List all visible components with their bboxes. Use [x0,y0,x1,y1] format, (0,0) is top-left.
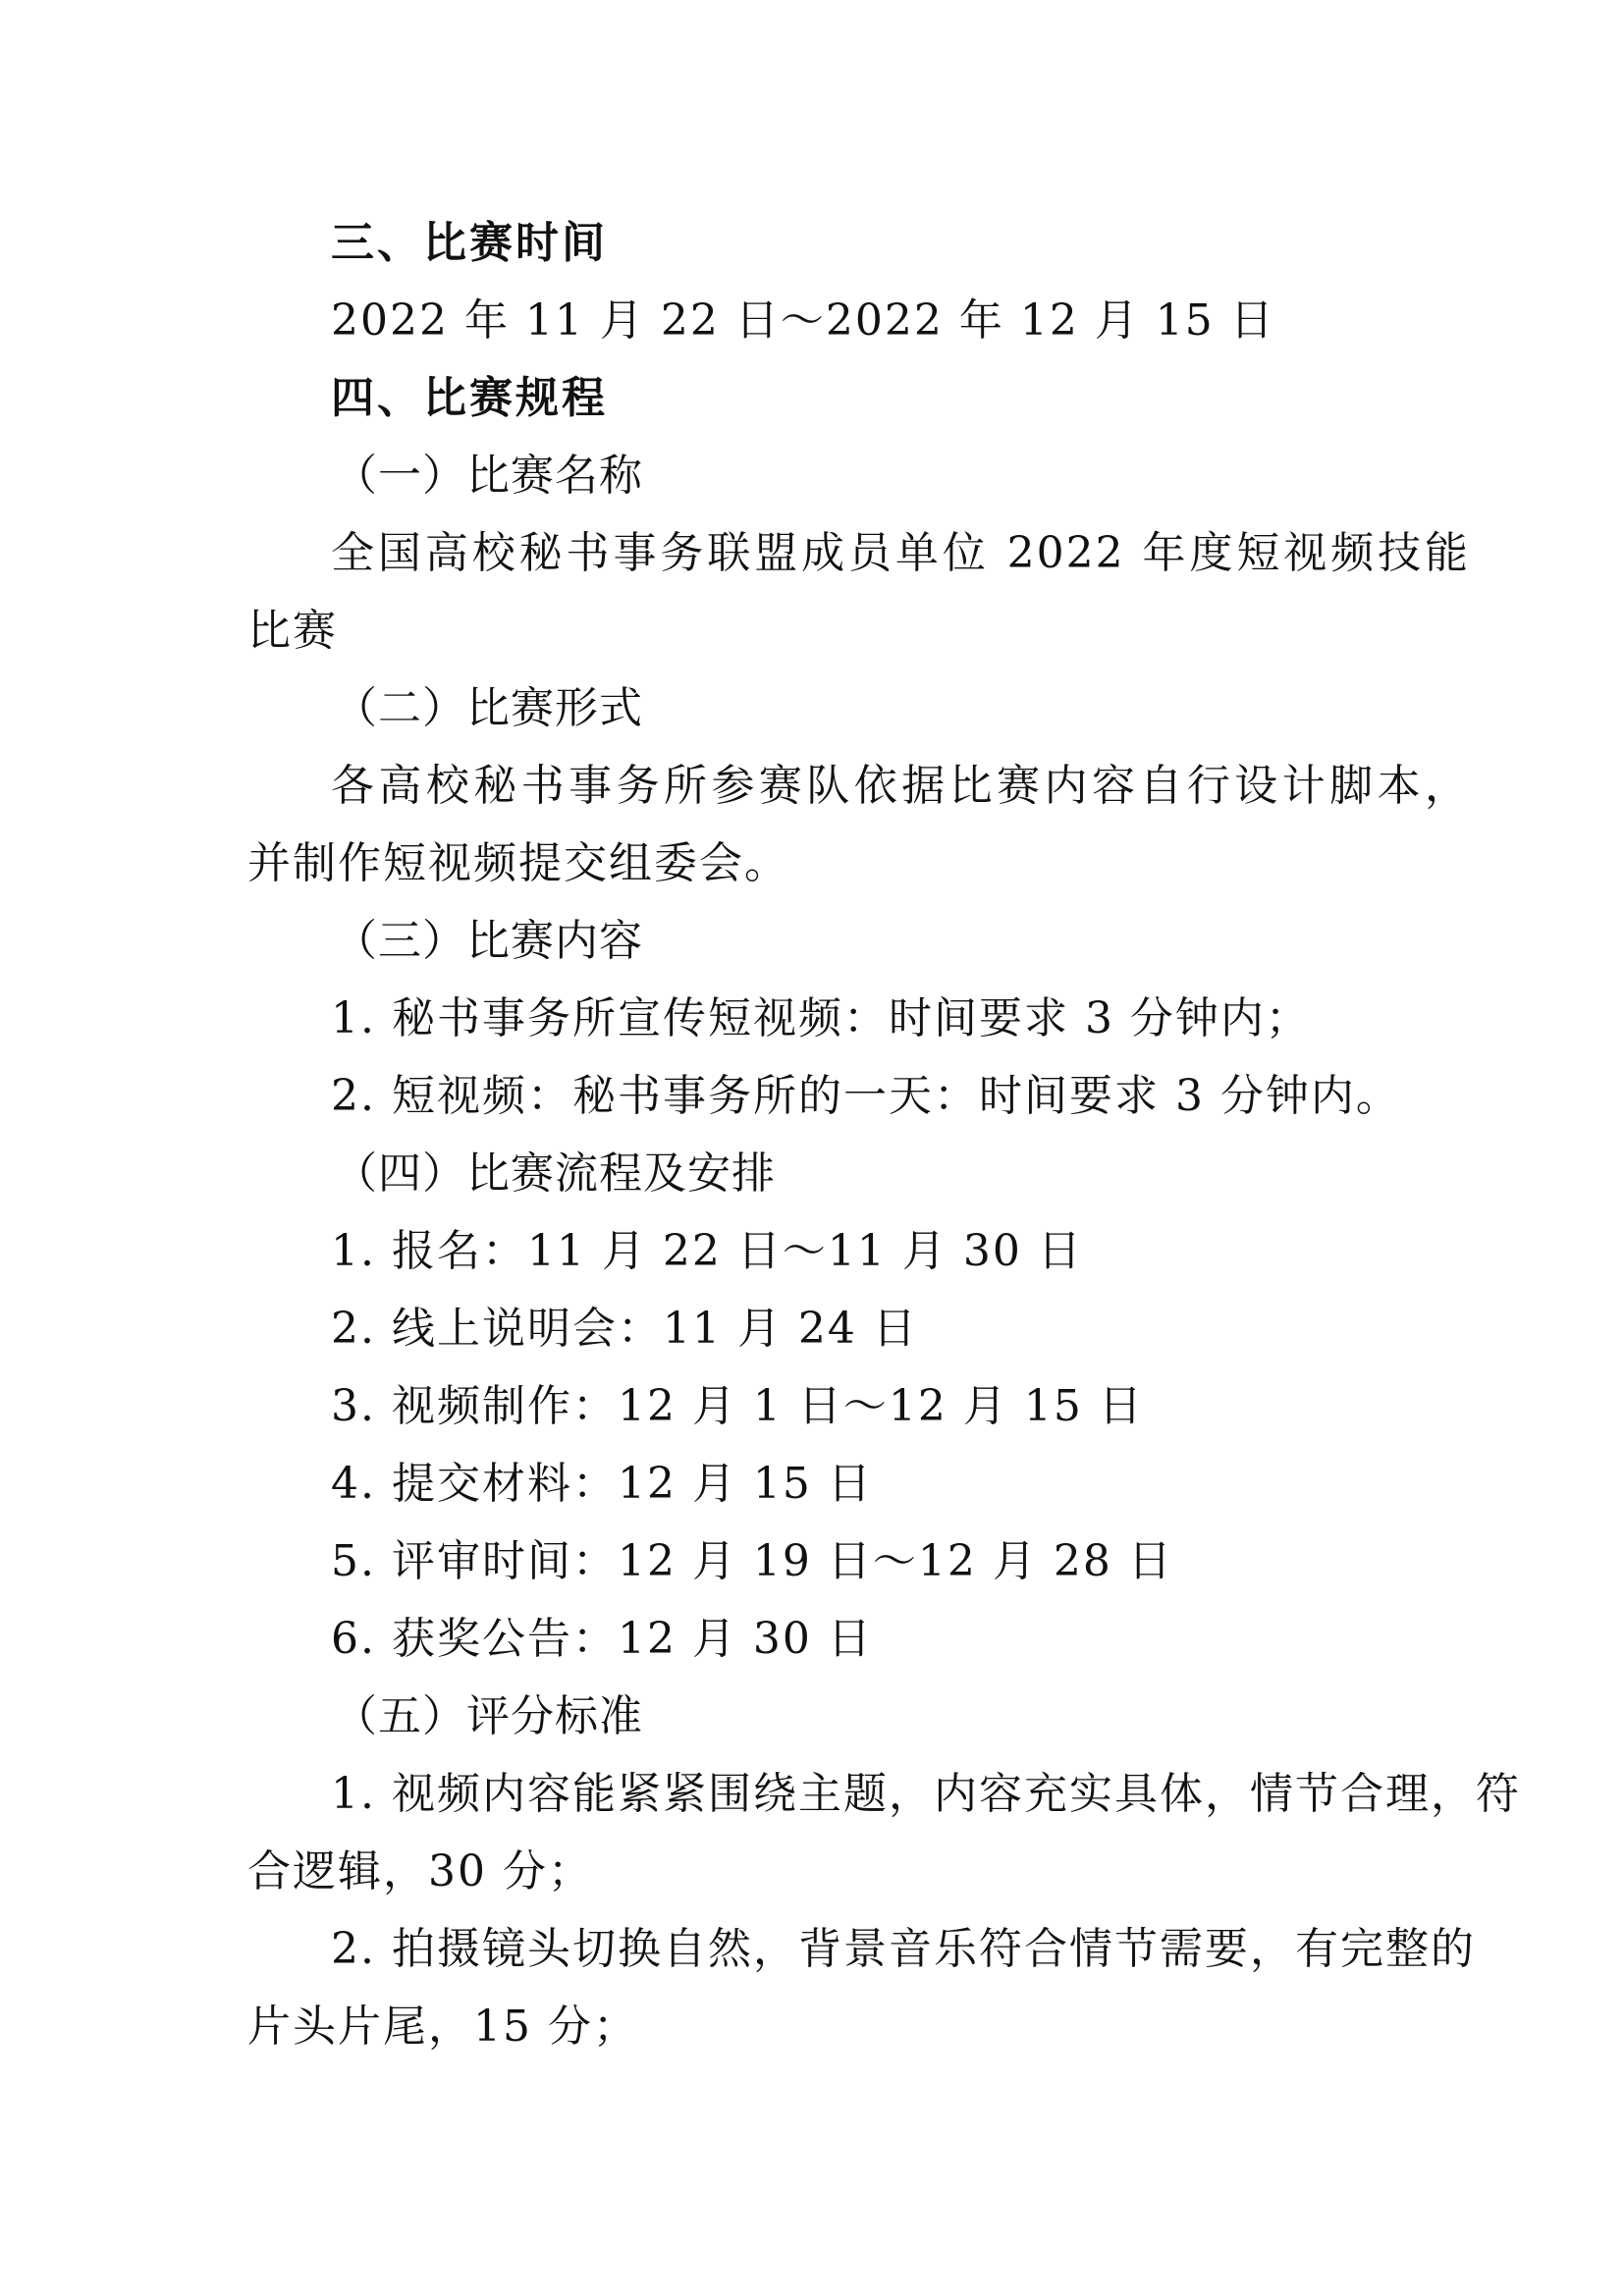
competition-name-line-1: 全国高校秘书事务联盟成员单位 2022 年度短视频技能 [331,528,1470,578]
subheading-process-schedule: （四）比赛流程及安排 [334,1148,776,1199]
criteria-item-2-line-1: 2. 拍摄镜头切换自然，背景音乐符合情节需要，有完整的 [331,1924,1476,1974]
criteria-item-2-line-2: 片头片尾，15 分； [247,2002,638,2052]
schedule-item-2: 2. 线上说明会：11 月 24 日 [331,1304,918,1354]
competition-format-line-2: 并制作短视频提交组委会。 [247,838,789,888]
heading-competition-rules: 四、比赛规程 [331,373,608,423]
competition-dates: 2022 年 11 月 22 日～2022 年 12 月 15 日 [331,295,1275,346]
schedule-item-5: 5. 评审时间：12 月 19 日～12 月 28 日 [331,1536,1173,1586]
competition-format-line-1: 各高校秘书事务所参赛队依据比赛内容自行设计脚本， [331,761,1470,811]
subheading-competition-content: （三）比赛内容 [334,916,643,966]
competition-name-line-2: 比赛 [247,606,338,656]
criteria-item-1-line-2: 合逻辑，30 分； [247,1846,593,1896]
subheading-competition-name: （一）比赛名称 [334,451,643,501]
subheading-competition-format: （二）比赛形式 [334,683,643,733]
content-item-1: 1. 秘书事务所宣传短视频：时间要求 3 分钟内； [331,993,1311,1043]
schedule-item-3: 3. 视频制作：12 月 1 日～12 月 15 日 [331,1381,1144,1431]
subheading-scoring-criteria: （五）评分标准 [334,1691,643,1741]
schedule-item-1: 1. 报名：11 月 22 日～11 月 30 日 [331,1226,1083,1276]
schedule-item-4: 4. 提交材料：12 月 15 日 [331,1459,873,1509]
criteria-item-1-line-1: 1. 视频内容能紧紧围绕主题，内容充实具体，情节合理，符 [331,1769,1521,1819]
schedule-item-6: 6. 获奖公告：12 月 30 日 [331,1614,873,1664]
content-item-2: 2. 短视频：秘书事务所的一天：时间要求 3 分钟内。 [331,1071,1401,1121]
heading-competition-time: 三、比赛时间 [331,218,608,268]
